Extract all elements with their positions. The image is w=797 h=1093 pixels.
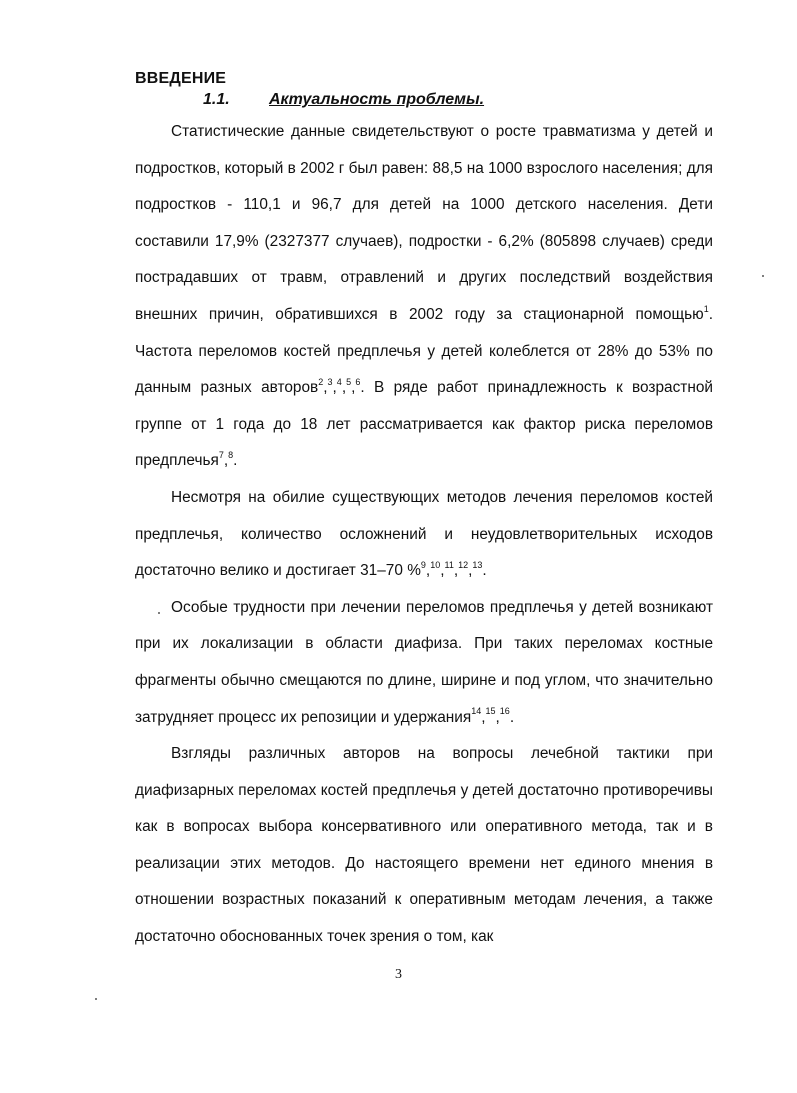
paragraph-text: Статистические данные свидетельствуют о росте травматизма у детей и подростков, который в 2002 г был равен: 88,5 на 1000 взрослого населения; для подростков - 110,1 и 96,7 для детей на 1000 детского населения. Дети составили 17,9% (2327377 случаев), подростки - 6,2% (805898 случаев) среди пострадавших от травм, отравлений и других последствий воздействия внешних причин, обратившихся в 2002 году за стационарной помощью	[135, 123, 713, 323]
footnote-reference: 9	[420, 560, 426, 570]
paragraph	[135, 590, 713, 736]
paragraph-text: . В ряде работ принадлежность к возрастной группе от 1 года до 18 лет рассматривается как фактор риска переломов предплечья	[135, 379, 713, 470]
footnote-reference: 4	[336, 377, 342, 388]
paragraph-text: ,	[453, 562, 459, 580]
paragraph	[135, 114, 713, 480]
footnote-reference: 1	[703, 303, 709, 314]
paragraph-text: Несмотря на обилие существующих методов лечения переломов костей предплечья, количество осложнений и неудовлетворительных исходов достаточно велико и достигает 31–70 %	[135, 488, 713, 580]
scan-speck	[158, 612, 160, 614]
footnote-reference: 14	[471, 706, 482, 717]
paragraph	[135, 480, 713, 590]
footnote-reference: 13	[472, 560, 483, 570]
footnote-reference: 8	[228, 450, 234, 461]
section-number: 1.1.	[203, 91, 230, 108]
scan-speck	[95, 998, 97, 1000]
paragraph	[135, 736, 713, 956]
footnote-reference: 10	[430, 560, 441, 570]
footnote-reference: 3	[327, 377, 333, 388]
document-heading: ВВЕДЕНИЕ	[135, 70, 227, 87]
paragraph-text: Особые трудности при лечении переломов предплечья у детей возникают при их локализации в области диафиза. При таких переломах костные фрагменты обычно смещаются по длине, ширине и под углом, что значительно затрудняет процесс их репозиции и удержания	[135, 598, 713, 726]
footnote-reference: 16	[499, 706, 510, 717]
footnote-reference: 5	[346, 377, 352, 388]
footnote-reference: 2	[318, 377, 324, 388]
paragraph-text: ,	[468, 562, 473, 580]
footnote-reference: 12	[458, 560, 469, 570]
paragraph-text: . Частота переломов костей предплечья у детей колеблется от 28% до 53% по данным разных авторов	[135, 305, 713, 397]
footnote-reference: 11	[444, 560, 454, 570]
paragraph-text: ,	[425, 562, 431, 580]
paragraph-text: ,	[351, 379, 356, 397]
paragraph-text: .	[233, 452, 238, 470]
paragraph-text: ,	[481, 708, 486, 726]
page-number: 3	[395, 967, 402, 982]
paragraph-text: ,	[323, 379, 328, 397]
paragraph-text: ,	[440, 562, 445, 580]
footnote-reference: 6	[355, 377, 361, 388]
body-text	[135, 114, 713, 956]
footnote-reference: 7	[218, 450, 224, 461]
paragraph-text: ,	[341, 379, 347, 397]
section-title: Актуальность проблемы.	[269, 91, 485, 108]
paragraph-text: ,	[332, 379, 337, 397]
paragraph-text: .	[482, 562, 487, 580]
scan-speck	[762, 275, 764, 277]
paragraph-text: Взгляды различных авторов на вопросы лечебной тактики при диафизарных переломах костей предплечья у детей достаточно противоречивы как в вопросах выбора консервативного или оперативного метода, так и в реализации этих методов. До настоящего времени нет единого мнения в отношении возрастных показаний к оперативным методам лечения, а также достаточно обоснованных точек зрения о том, как	[135, 745, 713, 946]
paragraph-text: ,	[223, 452, 229, 470]
section-heading	[203, 91, 484, 109]
footnote-reference: 15	[485, 706, 496, 717]
paragraph-text: ,	[495, 708, 500, 726]
paragraph-text: .	[509, 708, 515, 726]
